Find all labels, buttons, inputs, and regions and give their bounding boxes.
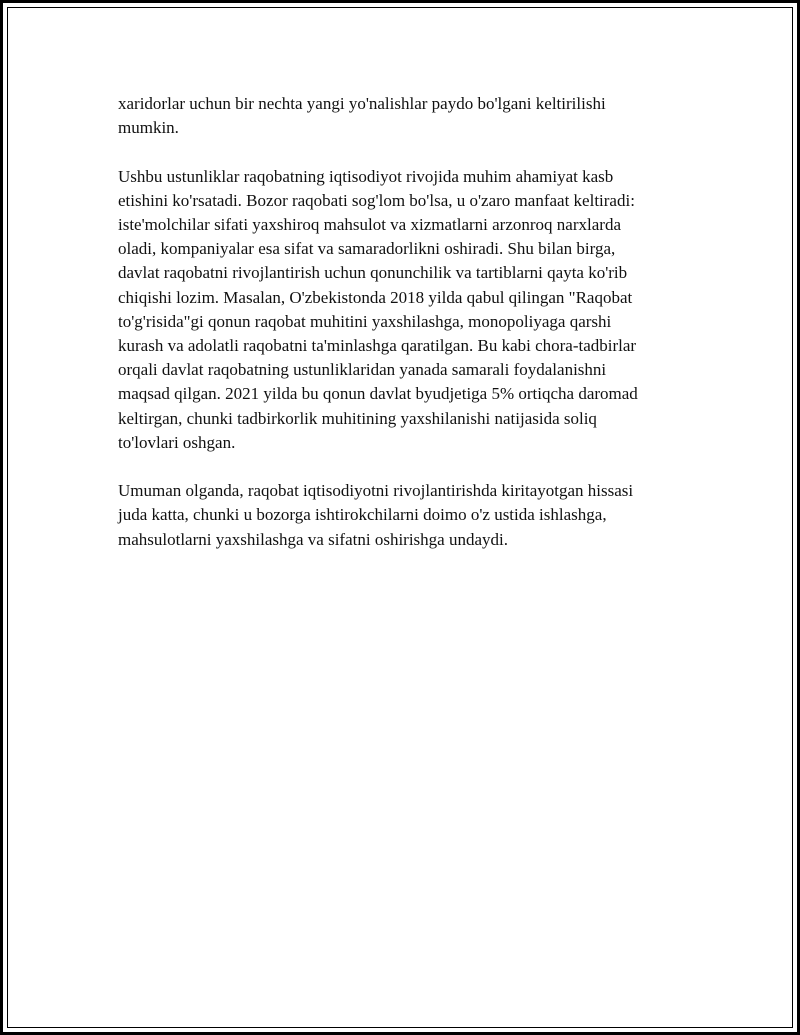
text-line: Umuman olganda, raqobat iqtisodiyotni rivojlantirishda kiritayotgan hissasi: [118, 481, 634, 501]
text-line: juda katta, chunki u bozorga ishtirokchilarni doimo o'z ustida ishlashga,: [118, 505, 607, 525]
text-line: kurash va adolatli raqobatni ta'minlashga qaratilgan. Bu kabi chora-tadbirlar: [118, 336, 637, 356]
text-line: to'lovlari oshgan.: [118, 432, 236, 452]
text-line: mumkin.: [118, 118, 179, 138]
text-line: orqali davlat raqobatning ustunliklaridan yanada samarali foydalanishni: [118, 360, 607, 380]
text-line: maqsad qilgan. 2021 yilda bu qonun davlat byudjetiga 5% ortiqcha daromad: [118, 384, 638, 404]
text-line: iste'molchilar sifati yaxshiroq mahsulot va xizmatlarni arzonroq narxlarda: [118, 215, 621, 234]
document-body: [118, 92, 688, 576]
text-line: davlat raqobatni rivojlantirish uchun qonunchilik va tartiblarni qayta ko'rib: [118, 263, 628, 283]
text-line: etishini ko'rsatadi. Bozor raqobati sog'lom bo'lsa, u o'zaro manfaat keltiradi:: [118, 190, 635, 210]
text-line: to'g'risida"gi qonun raqobat muhitini yaxshilashga, monopoliyaga qarshi: [118, 311, 612, 331]
paragraph-2: [118, 165, 688, 455]
text-line: keltirgan, chunki tadbirkorlik muhitining yaxshilanishi natijasida soliq: [118, 408, 597, 428]
text-line: mahsulotlarni yaxshilashga va sifatni oshirishga undaydi.: [118, 529, 508, 549]
text-line: xaridorlar uchun bir nechta yangi yo'nalishlar paydo bo'lgani keltirilishi: [118, 94, 606, 113]
text-line: oladi, kompaniyalar esa sifat va samaradorlikni oshiradi. Shu bilan birga,: [118, 239, 616, 259]
paragraph-3: [118, 479, 688, 552]
paragraph-1: [118, 92, 688, 140]
text-line: Ushbu ustunliklar raqobatning iqtisodiyot rivojida muhim ahamiyat kasb: [118, 166, 614, 186]
text-line: chiqishi lozim. Masalan, O'zbekistonda 2018 yilda qabul qilingan "Raqobat: [118, 287, 633, 307]
